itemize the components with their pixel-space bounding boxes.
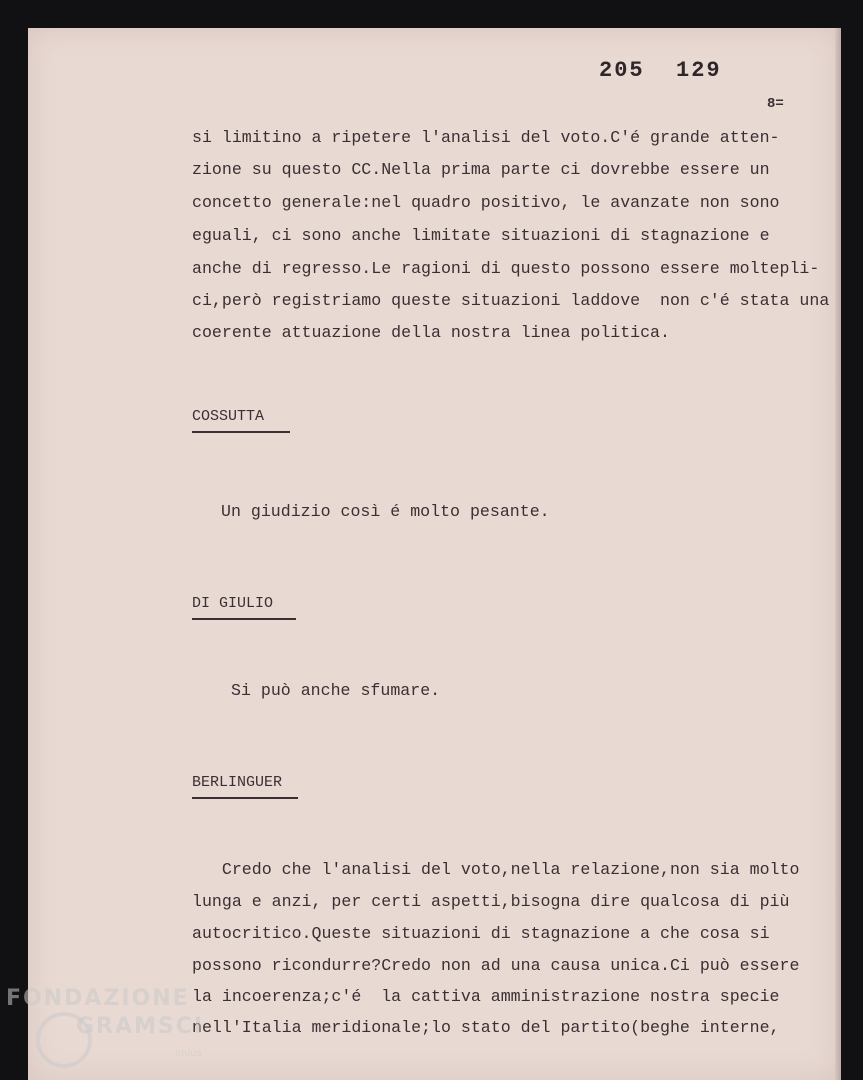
text-line: eguali, ci sono anche limitate situazioni di stagnazione e bbox=[192, 226, 770, 245]
text-line: autocritico.Queste situazioni di stagnazione a che cosa si bbox=[192, 924, 770, 943]
document-page bbox=[28, 28, 838, 1080]
folio-number-secondary: 129 bbox=[676, 58, 722, 83]
watermark-text: FONDAZIONE bbox=[6, 986, 190, 1011]
watermark-logo bbox=[0, 980, 220, 1080]
text-line: la incoerenza;c'é la cattiva amministrazione nostra specie bbox=[192, 987, 780, 1006]
watermark-text: GRAMSCI bbox=[76, 1014, 205, 1039]
text-line: ci,però registriamo queste situazioni laddove non c'é stata una bbox=[192, 291, 830, 310]
text-line: concetto generale:nel quadro positivo, le avanzate non sono bbox=[192, 193, 780, 212]
text-line: Credo che l'analisi del voto,nella relazione,non sia molto bbox=[192, 860, 800, 879]
folio-number-primary: 205 bbox=[599, 58, 645, 83]
text-line: anche di regresso.Le ragioni di questo possono essere moltepli- bbox=[192, 259, 820, 278]
speaker-heading-cossutta: COSSUTTA bbox=[192, 408, 290, 433]
page-edge bbox=[835, 28, 841, 1080]
page-mark: 8= bbox=[767, 96, 784, 112]
speaker-heading-berlinguer: BERLINGUER bbox=[192, 774, 298, 799]
text-line: lunga e anzi, per certi aspetti,bisogna dire qualcosa di più bbox=[192, 892, 790, 911]
text-line: nell'Italia meridionale;lo stato del partito(beghe interne, bbox=[192, 1018, 780, 1037]
speaker-heading-di-giulio: DI GIULIO bbox=[192, 595, 296, 620]
text-line: coerente attuazione della nostra linea politica. bbox=[192, 323, 670, 342]
watermark-text: onlus bbox=[175, 1048, 202, 1059]
text-line: si limitino a ripetere l'analisi del voto.C'é grande atten- bbox=[192, 128, 780, 147]
speaker-text-di-giulio: Si può anche sfumare. bbox=[231, 681, 441, 700]
text-line: possono ricondurre?Credo non ad una causa unica.Ci può essere bbox=[192, 956, 800, 975]
speaker-text-cossutta: Un giudizio così é molto pesante. bbox=[221, 502, 550, 521]
text-line: zione su questo CC.Nella prima parte ci dovrebbe essere un bbox=[192, 160, 770, 179]
